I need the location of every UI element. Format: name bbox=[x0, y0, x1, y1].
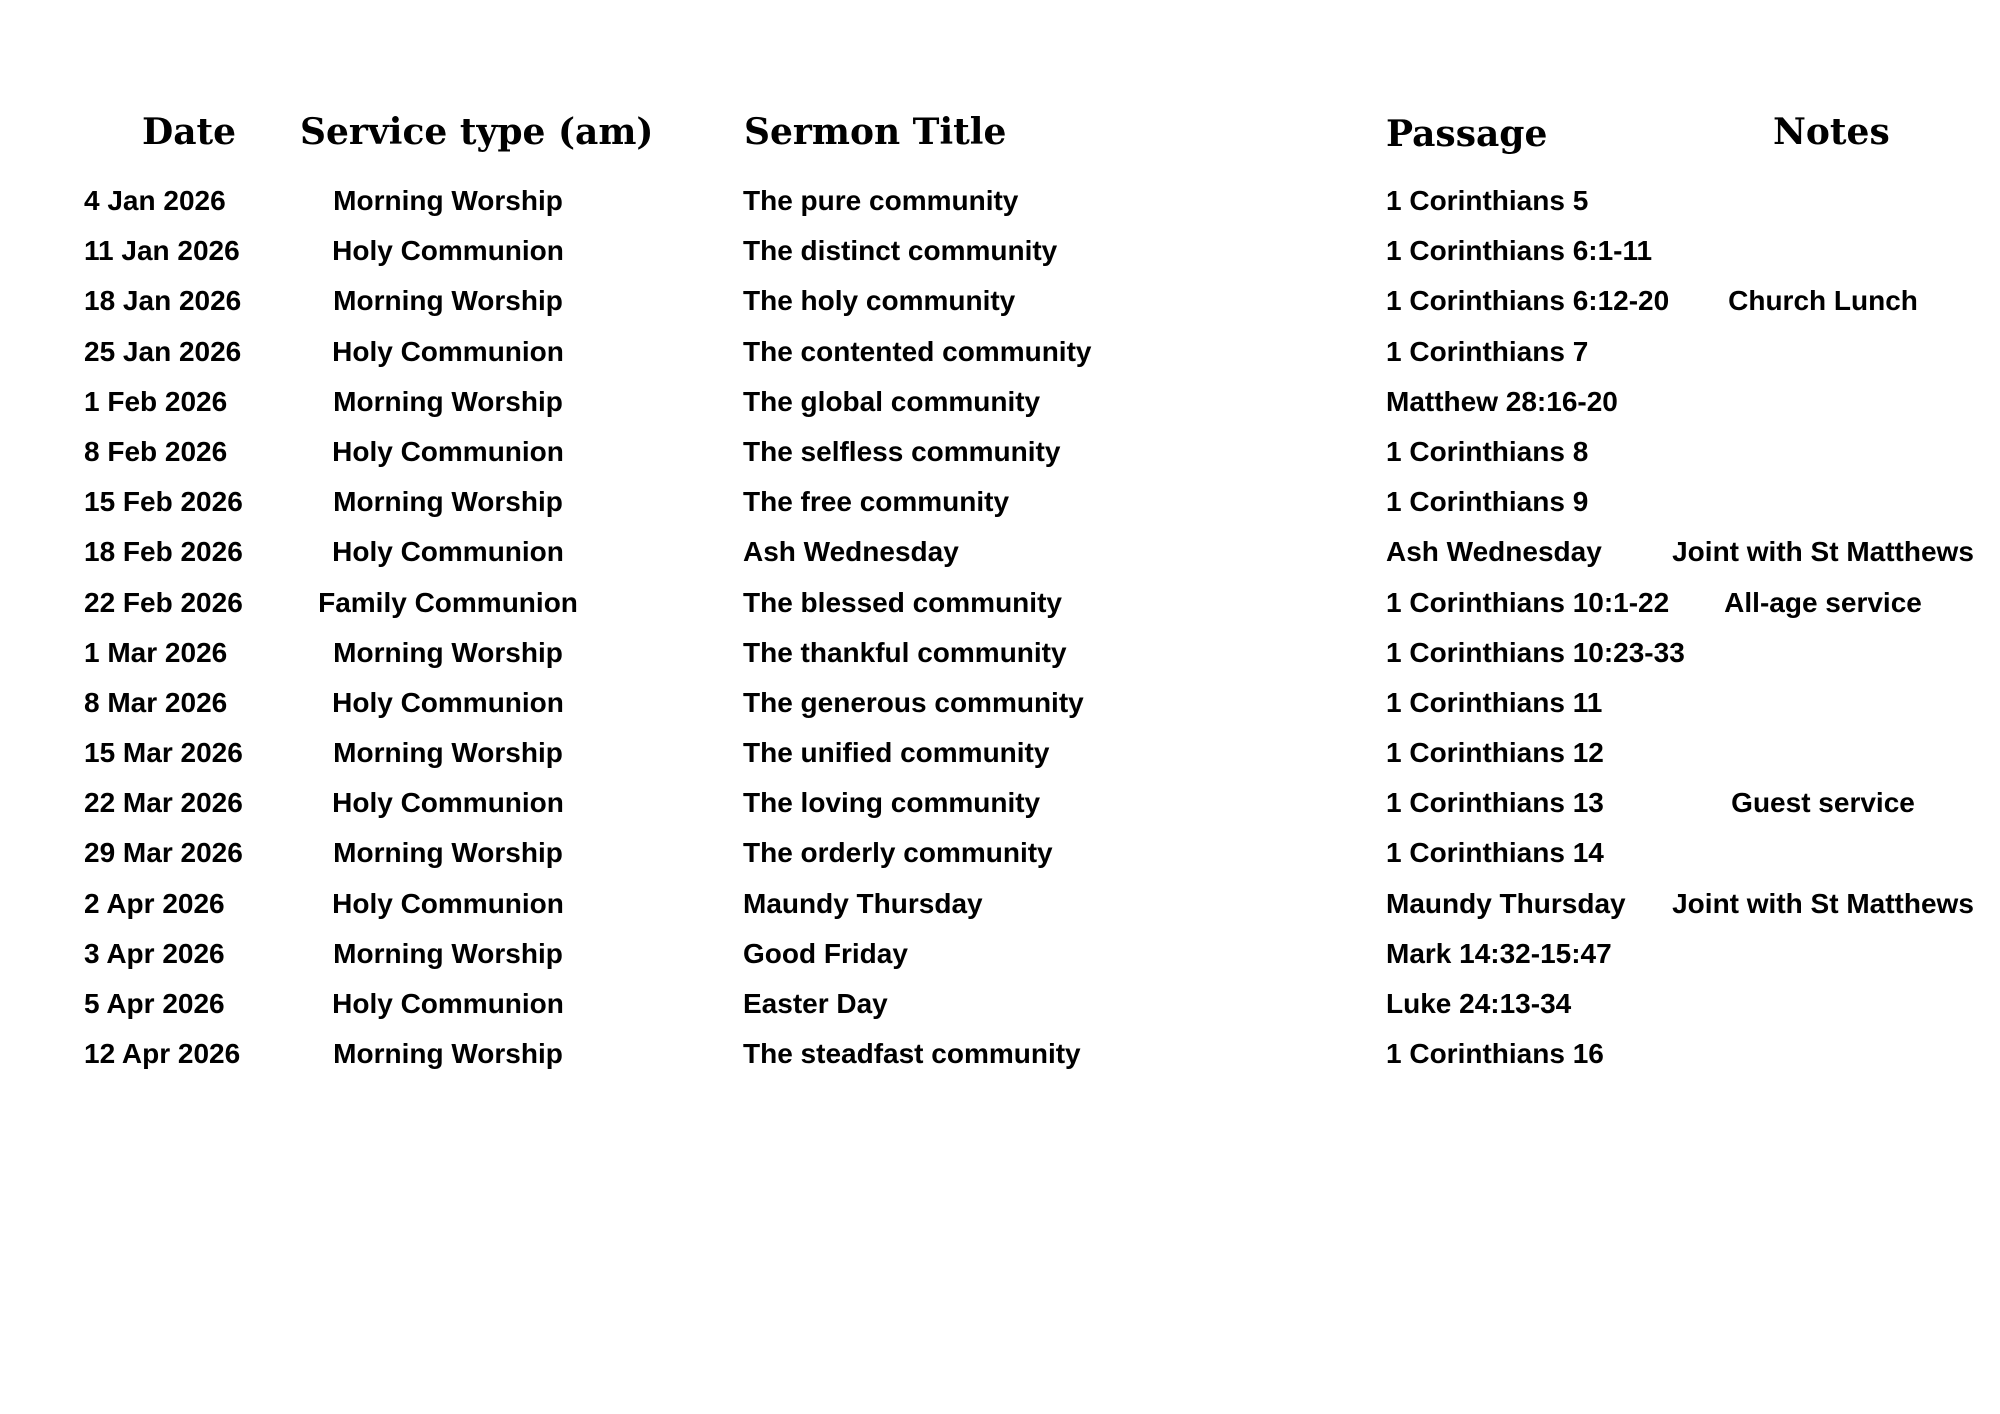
schedule-row bbox=[0, 226, 2000, 276]
cell-passage: Maundy Thursday bbox=[1386, 887, 1626, 919]
cell-passage: 1 Corinthians 12 bbox=[1386, 737, 1604, 769]
schedule-row bbox=[0, 678, 2000, 728]
schedule-row bbox=[0, 377, 2000, 427]
cell-passage: Mark 14:32-15:47 bbox=[1386, 937, 1612, 969]
cell-date: 3 Apr 2026 bbox=[84, 937, 225, 969]
cell-service-type-text: Holy Communion bbox=[332, 335, 564, 367]
schedule-row bbox=[0, 527, 2000, 577]
schedule-row bbox=[0, 628, 2000, 678]
schedule-row bbox=[0, 176, 2000, 226]
cell-date: 11 Jan 2026 bbox=[84, 235, 240, 267]
cell-notes-text: Joint with St Matthews bbox=[1672, 536, 1974, 568]
schedule-row bbox=[0, 728, 2000, 778]
cell-date: 22 Mar 2026 bbox=[84, 787, 243, 819]
cell-date: 22 Feb 2026 bbox=[84, 586, 243, 618]
cell-service-type-text: Morning Worship bbox=[333, 636, 563, 668]
cell-service-type-text: Morning Worship bbox=[333, 285, 563, 317]
header-sermon-title: Sermon Title bbox=[744, 111, 1007, 153]
cell-service-type-text: Holy Communion bbox=[332, 887, 564, 919]
cell-passage: 1 Corinthians 7 bbox=[1386, 335, 1589, 367]
cell-date: 15 Feb 2026 bbox=[84, 486, 243, 518]
cell-passage: 1 Corinthians 8 bbox=[1386, 435, 1589, 467]
cell-date: 4 Jan 2026 bbox=[84, 185, 226, 216]
cell-notes-text: Church Lunch bbox=[1728, 285, 1918, 317]
cell-date: 18 Feb 2026 bbox=[84, 536, 243, 568]
cell-sermon-title: The pure community bbox=[743, 185, 1019, 216]
schedule-row bbox=[0, 929, 2000, 979]
cell-service-type-text: Morning Worship bbox=[333, 486, 563, 518]
header-passage: Passage bbox=[1386, 113, 1548, 155]
header-notes: Notes bbox=[1773, 111, 1890, 153]
cell-sermon-title: Good Friday bbox=[743, 937, 908, 969]
cell-service-type-text: Morning Worship bbox=[333, 937, 563, 969]
cell-service-type-text: Holy Communion bbox=[332, 988, 564, 1019]
cell-date: 8 Feb 2026 bbox=[84, 435, 228, 467]
header-service-type: Service type (am) bbox=[300, 111, 654, 153]
cell-service-type-text: Holy Communion bbox=[332, 787, 564, 819]
cell-sermon-title: The steadfast community bbox=[743, 1038, 1081, 1070]
cell-service-type-text: Holy Communion bbox=[332, 686, 564, 718]
cell-passage: 1 Corinthians 10:1-22 bbox=[1386, 586, 1670, 618]
cell-passage: 1 Corinthians 16 bbox=[1386, 1038, 1604, 1070]
cell-date: 18 Jan 2026 bbox=[84, 285, 242, 317]
cell-date: 15 Mar 2026 bbox=[84, 737, 243, 769]
cell-service-type-text: Morning Worship bbox=[333, 185, 563, 216]
cell-sermon-title: The blessed community bbox=[743, 586, 1062, 618]
cell-passage: 1 Corinthians 6:1-11 bbox=[1386, 235, 1653, 267]
cell-sermon-title: The contented community bbox=[743, 335, 1092, 367]
cell-sermon-title: Easter Day bbox=[743, 988, 888, 1019]
cell-passage: 1 Corinthians 6:12-20 bbox=[1386, 285, 1670, 317]
cell-service-type-text: Holy Communion bbox=[332, 536, 564, 568]
cell-passage: Ash Wednesday bbox=[1386, 536, 1602, 568]
cell-notes-text: Guest service bbox=[1731, 787, 1915, 819]
cell-service-type-text: Holy Communion bbox=[332, 435, 564, 467]
schedule-row bbox=[0, 427, 2000, 477]
cell-notes-text: All-age service bbox=[1724, 586, 1922, 618]
cell-date: 25 Jan 2026 bbox=[84, 335, 242, 367]
cell-passage: 1 Corinthians 13 bbox=[1386, 787, 1604, 819]
header-date: Date bbox=[142, 111, 237, 153]
cell-passage: Matthew 28:16-20 bbox=[1386, 385, 1618, 417]
cell-notes-text: Joint with St Matthews bbox=[1672, 887, 1974, 919]
cell-sermon-title: The unified community bbox=[743, 737, 1050, 769]
cell-date: 2 Apr 2026 bbox=[84, 887, 225, 919]
cell-sermon-title: The thankful community bbox=[743, 636, 1067, 668]
cell-service-type-text: Morning Worship bbox=[333, 737, 563, 769]
cell-service-type-text: Morning Worship bbox=[333, 385, 563, 417]
cell-date: 1 Mar 2026 bbox=[84, 636, 228, 668]
cell-passage: Luke 24:13-34 bbox=[1386, 988, 1572, 1019]
cell-date: 5 Apr 2026 bbox=[84, 988, 225, 1019]
cell-passage: 1 Corinthians 10:23-33 bbox=[1386, 636, 1685, 668]
schedule-row bbox=[0, 327, 2000, 377]
cell-passage: 1 Corinthians 5 bbox=[1386, 185, 1589, 216]
cell-date: 8 Mar 2026 bbox=[84, 686, 228, 718]
cell-sermon-title: The global community bbox=[743, 385, 1041, 417]
schedule-row bbox=[0, 828, 2000, 878]
cell-date: 29 Mar 2026 bbox=[84, 837, 243, 869]
cell-service-type-text: Morning Worship bbox=[333, 1038, 563, 1070]
schedule-row bbox=[0, 477, 2000, 527]
cell-sermon-title: Maundy Thursday bbox=[743, 887, 983, 919]
cell-service-type-text: Morning Worship bbox=[333, 837, 563, 869]
cell-date: 1 Feb 2026 bbox=[84, 385, 228, 417]
cell-sermon-title: Ash Wednesday bbox=[743, 536, 959, 568]
cell-passage: 1 Corinthians 14 bbox=[1386, 837, 1604, 869]
cell-passage: 1 Corinthians 9 bbox=[1386, 486, 1589, 518]
schedule-rows bbox=[0, 176, 2000, 1079]
cell-passage: 1 Corinthians 11 bbox=[1386, 686, 1603, 718]
schedule-row bbox=[0, 276, 2000, 326]
cell-sermon-title: The holy community bbox=[743, 285, 1016, 317]
cell-sermon-title: The selfless community bbox=[743, 435, 1061, 467]
cell-sermon-title: The free community bbox=[743, 486, 1010, 518]
schedule-row bbox=[0, 979, 2000, 1029]
cell-date: 12 Apr 2026 bbox=[84, 1038, 241, 1070]
schedule-row bbox=[0, 1029, 2000, 1079]
schedule-row bbox=[0, 879, 2000, 929]
cell-service-type-text: Family Communion bbox=[318, 586, 578, 618]
cell-sermon-title: The orderly community bbox=[743, 837, 1053, 869]
cell-sermon-title: The distinct community bbox=[743, 235, 1058, 267]
cell-service-type-text: Holy Communion bbox=[332, 235, 564, 267]
cell-sermon-title: The generous community bbox=[743, 686, 1084, 718]
cell-sermon-title: The loving community bbox=[743, 787, 1041, 819]
schedule-row bbox=[0, 578, 2000, 628]
schedule-row bbox=[0, 778, 2000, 828]
